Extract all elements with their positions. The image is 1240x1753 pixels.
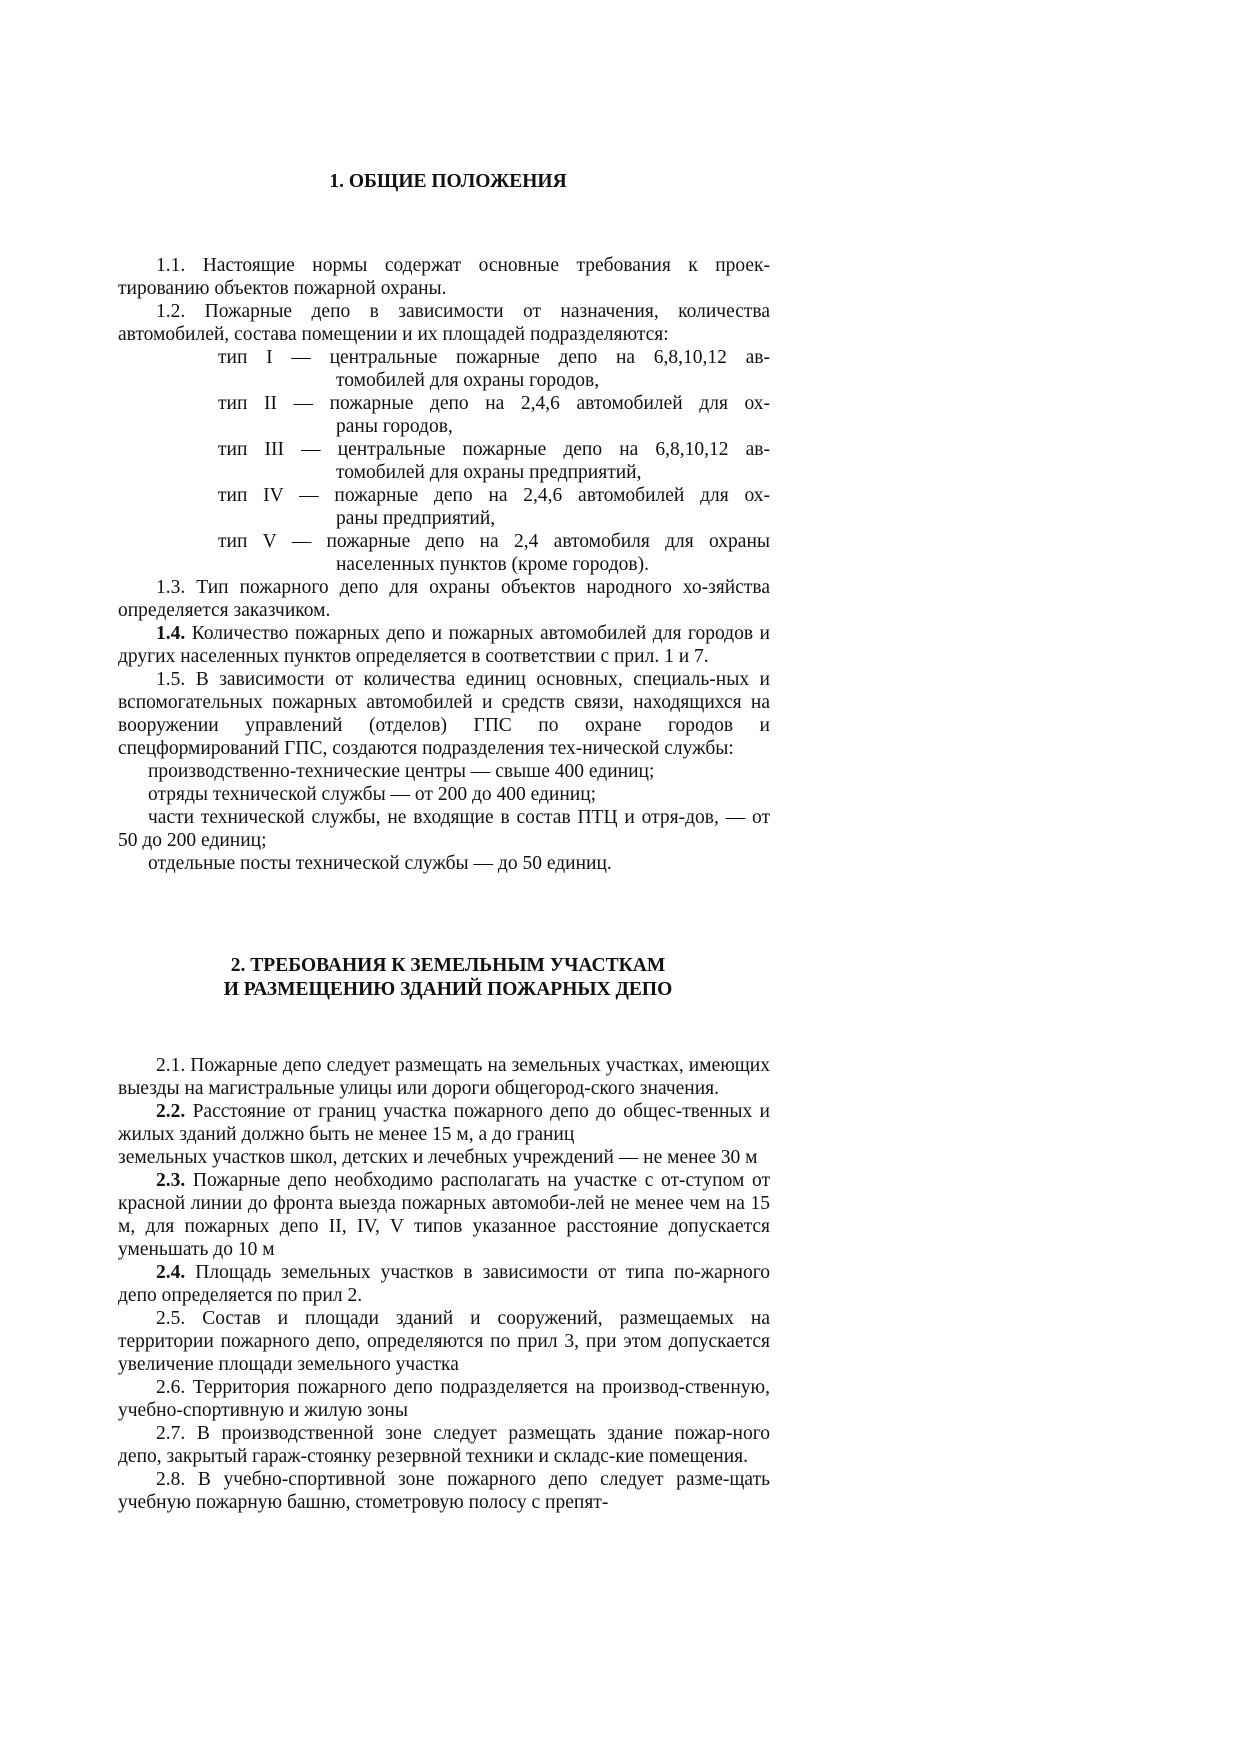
paragraph-2-3-number: 2.3. — [156, 1170, 186, 1191]
paragraph-2-7: 2.7. В производственной зоне следует размещать здание пожар-ного депо, закрытый гараж-стоянку резервной техники и складс-кие помещения. — [118, 1423, 770, 1467]
section-2-title-line-2: И РАЗМЕЩЕНИЮ ЗДАНИЙ ПОЖАРНЫХ ДЕПО — [223, 979, 673, 1000]
paragraph-1-2: 1.2. Пожарные депо в зависимости от назначения, количества автомобилей, состава помещении и их площадей подразделяются: — [118, 301, 770, 345]
paragraph-2-3-text: Пожарные депо необходимо располагать на участке с от-ступом от красной линии до фронта выезда пожарных автомоби-лей не менее чем на 15 м, для пожарных депо II, IV, V типов указанное расстояние допускается уменьшать до 10 м — [118, 1170, 770, 1260]
list-item: части технической службы, не входящие в состав ПТЦ и отря-дов, — от 50 до 200 единиц; — [118, 807, 770, 851]
type-item: тип III — центральные пожарные депо на 6,8,10,12 ав- томобилей для охраны предприятий, — [218, 439, 770, 483]
paragraph-2-3 — [118, 1169, 770, 1261]
type-item: тип IV — пожарные депо на 2,4,6 автомобилей для ох- раны предприятий, — [218, 485, 770, 529]
paragraph-1-5: 1.5. В зависимости от количества единиц основных, специаль-ных и вспомогательных пожарных автомобилей и средств связи, находящихся на вооружении управлений (отделов) ГПС по охране городов и спецформирований ГПС, создаются подразделения тех-нической службы: — [118, 669, 770, 759]
types-list — [118, 346, 770, 576]
paragraph-1-4-number: 1.4. — [156, 623, 186, 644]
paragraph-2-8: 2.8. В учебно-спортивной зоне пожарного депо следует разме-щать учебную пожарную башню, стометровую полосу с препят- — [118, 1469, 770, 1513]
paragraph-2-2 — [118, 1100, 770, 1146]
paragraph-2-2-continued: земельных участков школ, детских и лечебных учреждений — не менее 30 м — [118, 1147, 758, 1168]
paragraph-1-1: 1.1. Настоящие нормы содержат основные требования к проек-тированию объектов пожарной охраны. — [118, 255, 770, 299]
paragraph-2-2-number: 2.2. — [156, 1101, 186, 1122]
type-item: тип II — пожарные депо на 2,4,6 автомобилей для ох- раны городов, — [218, 393, 770, 437]
section-2-title — [118, 954, 778, 1002]
type-item: тип V — пожарные депо на 2,4 автомобиля для охраны населенных пунктов (кроме городов). — [218, 531, 770, 575]
paragraph-1-4 — [118, 622, 770, 668]
paragraph-2-5: 2.5. Состав и площади зданий и сооружений, размещаемых на территории пожарного депо, определяются по прил 3, при этом допускается увеличение площади земельного участка — [118, 1308, 770, 1375]
section-2-body — [118, 1054, 770, 1514]
paragraph-2-4-number: 2.4. — [156, 1262, 186, 1283]
list-item: производственно-технические центры — свыше 400 единиц; — [148, 761, 655, 782]
list-item: отдельные посты технической службы — до 50 единиц. — [148, 853, 612, 874]
paragraph-2-1: 2.1. Пожарные депо следует размещать на земельных участках, имеющих выезды на магистральные улицы или дороги общегород-ского значения. — [118, 1055, 770, 1099]
list-item: отряды технической службы — от 200 до 400 единиц; — [148, 784, 597, 805]
paragraph-1-4-text: Количество пожарных депо и пожарных автомобилей для городов и других населенных пунктов определяется в соответствии с прил. 1 и 7. — [118, 623, 770, 667]
type-item: тип I — центральные пожарные депо на 6,8,10,12 ав- томобилей для охраны городов, — [218, 347, 770, 391]
paragraph-2-4-text: Площадь земельных участков в зависимости от типа по-жарного депо определяется по прил 2. — [118, 1262, 770, 1306]
section-1-title: 1. ОБЩИЕ ПОЛОЖЕНИЯ — [329, 171, 567, 192]
paragraph-1-3: 1.3. Тип пожарного депо для охраны объектов народного хо-зяйства определяется заказчиком. — [118, 577, 770, 621]
section-2-title-line-1: 2. ТРЕБОВАНИЯ К ЗЕМЕЛЬНЫМ УЧАСТКАМ — [230, 955, 666, 976]
paragraph-2-6: 2.6. Территория пожарного депо подразделяется на производ-ственную, учебно-спортивную и жилую зоны — [118, 1377, 770, 1421]
paragraph-2-2-text: Расстояние от границ участка пожарного депо до общес-твенных и жилых зданий должно быть не менее 15 м, а до границ — [118, 1101, 770, 1145]
section-1-body — [118, 254, 770, 875]
paragraph-2-4 — [118, 1261, 770, 1307]
